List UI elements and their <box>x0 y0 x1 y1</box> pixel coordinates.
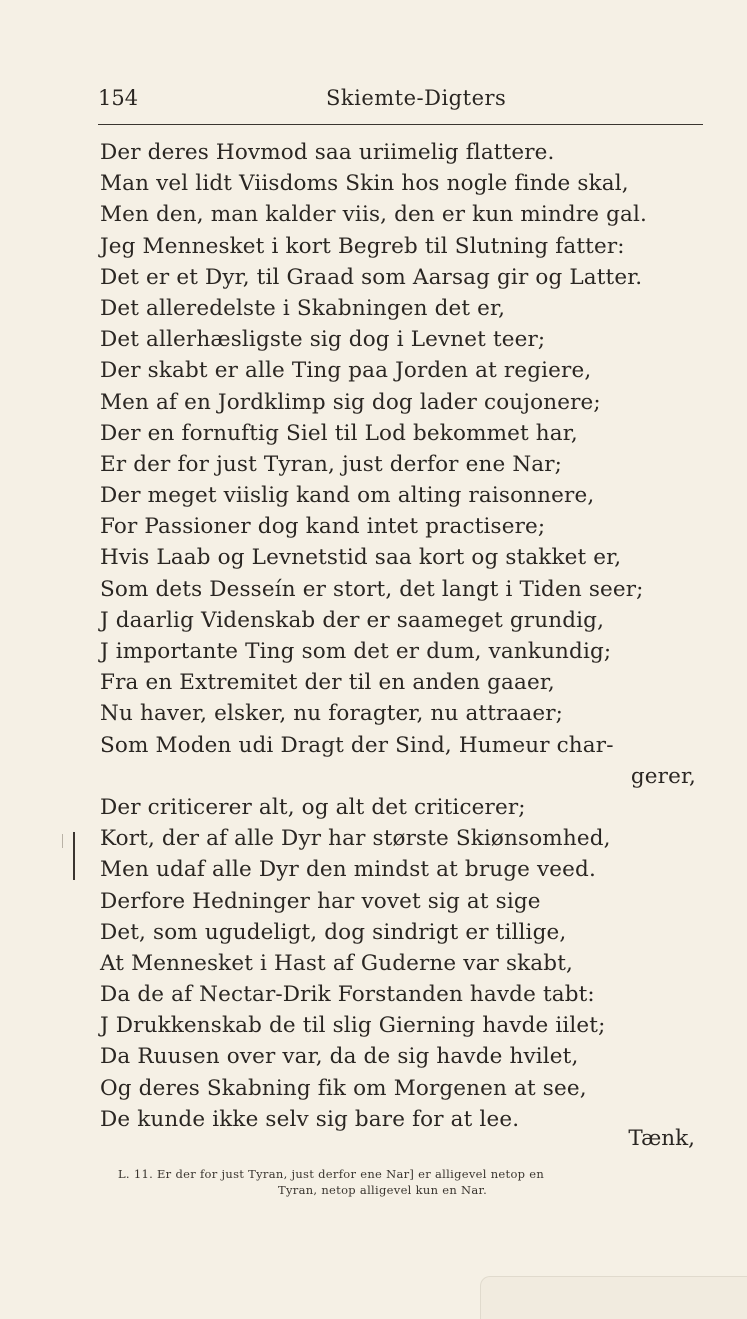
verse-line: J daarlig Videnskab der er saameget grundig, <box>100 607 605 633</box>
verse-line: Der en fornuftig Siel til Lod bekommet har, <box>100 420 578 446</box>
poem-text <box>100 137 700 1135</box>
footnote-line: L. 11. Er der for just Tyran, just derfor ene Nar] er alligevel netop en <box>118 1167 545 1181</box>
verse-line: Er der for just Tyran, just derfor ene Nar; <box>100 451 563 477</box>
verse-line: Det, som ugudeligt, dog sindrigt er tillige, <box>100 919 567 945</box>
page-corner-shade <box>480 1276 747 1319</box>
verse-line: Da Ruusen over var, da de sig havde hvilet, <box>100 1044 579 1070</box>
footnote-line: Tyran, netop alligevel kun en Nar. <box>278 1183 488 1197</box>
verse-line: Det alleredelste i Skabningen det er, <box>100 295 506 321</box>
footnote <box>118 1166 678 1198</box>
catchword: Tænk, <box>628 1126 695 1151</box>
verse-line: Kort, der af alle Dyr har største Skiønsomhed, <box>100 826 611 852</box>
verse-line: Der skabt er alle Ting paa Jorden at regiere, <box>100 358 592 384</box>
verse-line: Man vel lidt Viisdoms Skin hos nogle finde skal, <box>100 171 629 197</box>
verse-line: Som dets Desseín er stort, det langt i Tiden seer; <box>100 576 644 602</box>
verse-line: J importante Ting som det er dum, vankundig; <box>100 639 612 664</box>
header-rule <box>98 124 703 125</box>
verse-line: Da de af Nectar-Drik Forstanden havde tabt: <box>100 982 595 1008</box>
verse-line: Men udaf alle Dyr den mindst at bruge veed. <box>100 857 596 883</box>
verse-line: J Drukkenskab de til slig Gierning havde iilet; <box>100 1013 606 1039</box>
verse-line: De kunde ikke selv sig bare for at lee. <box>100 1106 520 1132</box>
verse-line: Jeg Mennesket i kort Begreb til Slutning fatter: <box>100 233 625 259</box>
verse-line: Hvis Laab og Levnetstid saa kort og stakket er, <box>100 545 622 571</box>
verse-line: At Mennesket i Hast af Guderne var skabt, <box>100 950 573 976</box>
page-header <box>98 82 703 116</box>
verse-line: For Passioner dog kand intet practisere; <box>100 514 546 540</box>
verse-line: Fra en Extremitet der til en anden gaaer, <box>100 670 555 696</box>
verse-line: Som Moden udi Dragt der Sind, Humeur char- <box>100 732 614 758</box>
verse-line-continuation: gerer, <box>630 763 696 789</box>
verse-line: Og deres Skabning fik om Morgenen at see, <box>100 1075 587 1101</box>
verse-line: Nu haver, elsker, nu foragter, nu attraaer; <box>100 701 564 727</box>
margin-mark-faint <box>62 834 68 848</box>
page-number: 154 <box>98 86 139 110</box>
verse-line: Der meget viislig kand om alting raisonnere, <box>100 483 595 509</box>
running-title: Skiemte-Digters <box>326 86 507 110</box>
verse-line: Det allerhæsligste sig dog i Levnet teer; <box>100 327 546 353</box>
margin-mark <box>73 832 80 880</box>
verse-line: Derfore Hedninger har vovet sig at sige <box>100 888 541 914</box>
verse-line: Det er et Dyr, til Graad som Aarsag gir og Latter. <box>100 264 643 290</box>
verse-line: Men den, man kalder viis, den er kun mindre gal. <box>100 202 647 228</box>
verse-line: Der deres Hovmod saa uriimelig flattere. <box>100 140 555 165</box>
verse-line: Men af en Jordklimp sig dog lader coujonere; <box>100 389 601 415</box>
verse-line: Der criticerer alt, og alt det criticerer; <box>100 794 526 820</box>
